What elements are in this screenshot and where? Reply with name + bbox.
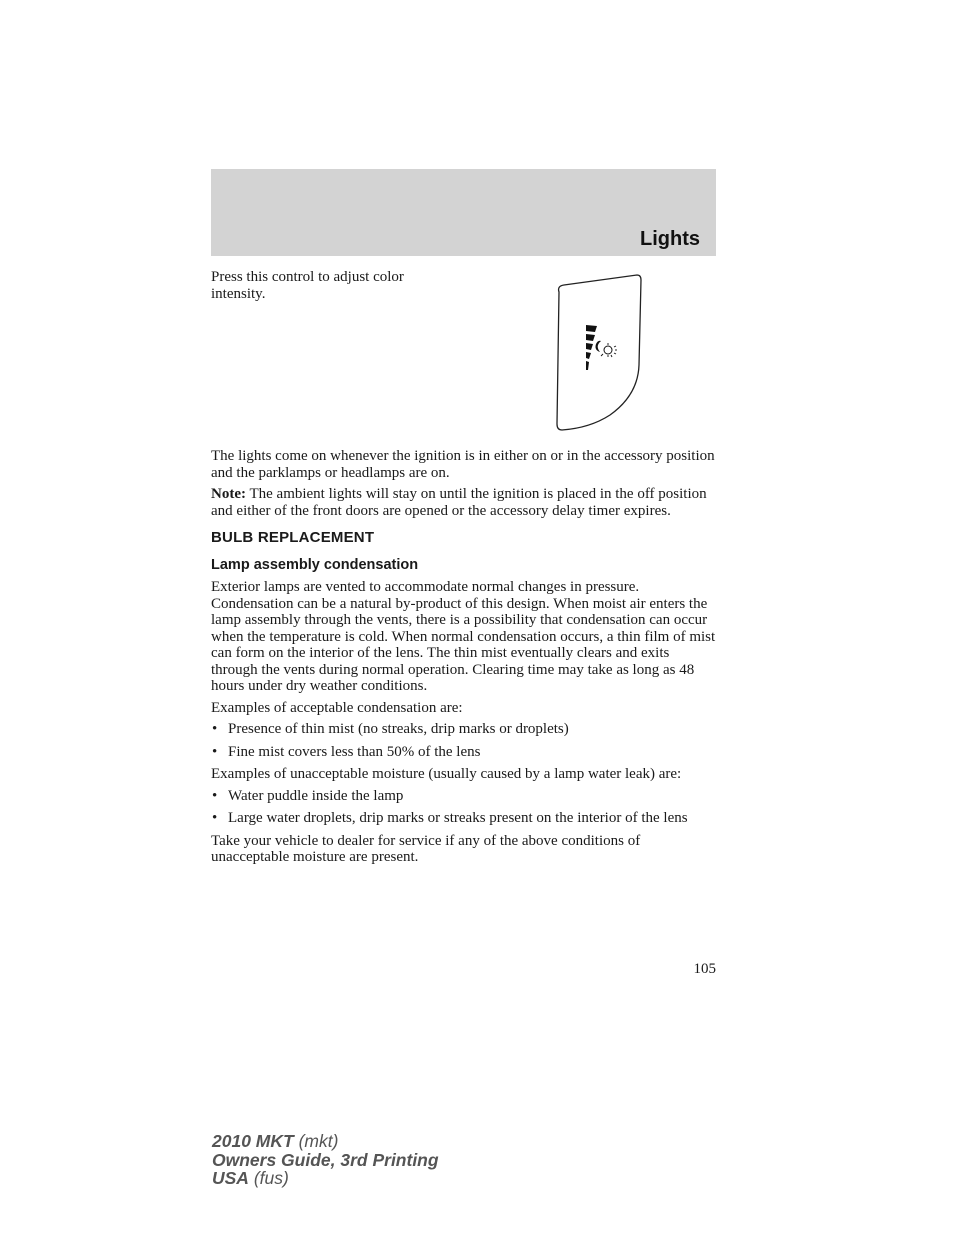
condensation-paragraph: Exterior lamps are vented to accommodate normal changes in pressure. Condensation can be a natural by-product of this design. When moist air enters the lamp assembly through the vents, there is a possibility that condensation can occur when the temperature is cold. When normal condensation occurs, a thin film of mist can form on the interior of the lens. The thin mist eventually clears and exits through the vents during normal operation. Clearing time may take as long as 48 hours under dry weather conditions. — [211, 579, 716, 694]
main-content — [211, 448, 716, 871]
footer-region: USA — [212, 1168, 249, 1188]
list-item: • Water puddle inside the lamp — [211, 788, 716, 805]
list-item: • Fine mist covers less than 50% of the lens — [211, 744, 716, 761]
note-label: Note: — [211, 486, 246, 502]
footer-edition: Owners Guide, 3rd Printing — [212, 1149, 439, 1170]
section-title: Lights — [640, 228, 700, 250]
list-item: • Presence of thin mist (no streaks, drip marks or droplets) — [211, 721, 716, 738]
footer-line-model — [212, 1132, 439, 1151]
lights-on-paragraph: The lights come on whenever the ignition is in either on or in the accessory position and the parklamps or headlamps are on. — [211, 448, 715, 481]
unacceptable-intro: Examples of unacceptable moisture (usually caused by a lamp water leak) are: — [211, 766, 682, 782]
section-header-band — [211, 169, 716, 256]
intro-text: Press this control to adjust color intensity. — [211, 269, 404, 302]
footer-model-code: (mkt) — [293, 1131, 339, 1151]
footer-line-region — [212, 1169, 439, 1188]
document-footer — [212, 1132, 439, 1188]
ambient-light-intensity-icon — [548, 270, 648, 432]
closing-paragraph: Take your vehicle to dealer for service if any of the above conditions of unacceptable moisture are present. — [211, 832, 641, 865]
note-paragraph — [211, 486, 716, 519]
acceptable-intro: Examples of acceptable condensation are: — [211, 699, 463, 716]
unacceptable-list — [211, 788, 716, 827]
page-number: 105 — [693, 961, 716, 977]
ambient-light-control-figure — [548, 270, 648, 432]
footer-model: 2010 MKT — [212, 1131, 294, 1151]
list-item: • Large water droplets, drip marks or streaks present on the interior of the lens — [211, 810, 716, 827]
condensation-subheading: Lamp assembly condensation — [211, 557, 419, 573]
note-text: The ambient lights will stay on until the ignition is placed in the off position and either of the front doors are opened or the accessory delay timer expires. — [211, 486, 707, 519]
bulb-replacement-heading: BULB REPLACEMENT — [211, 529, 375, 546]
footer-region-code: (fus) — [248, 1168, 289, 1188]
acceptable-list — [211, 721, 716, 760]
